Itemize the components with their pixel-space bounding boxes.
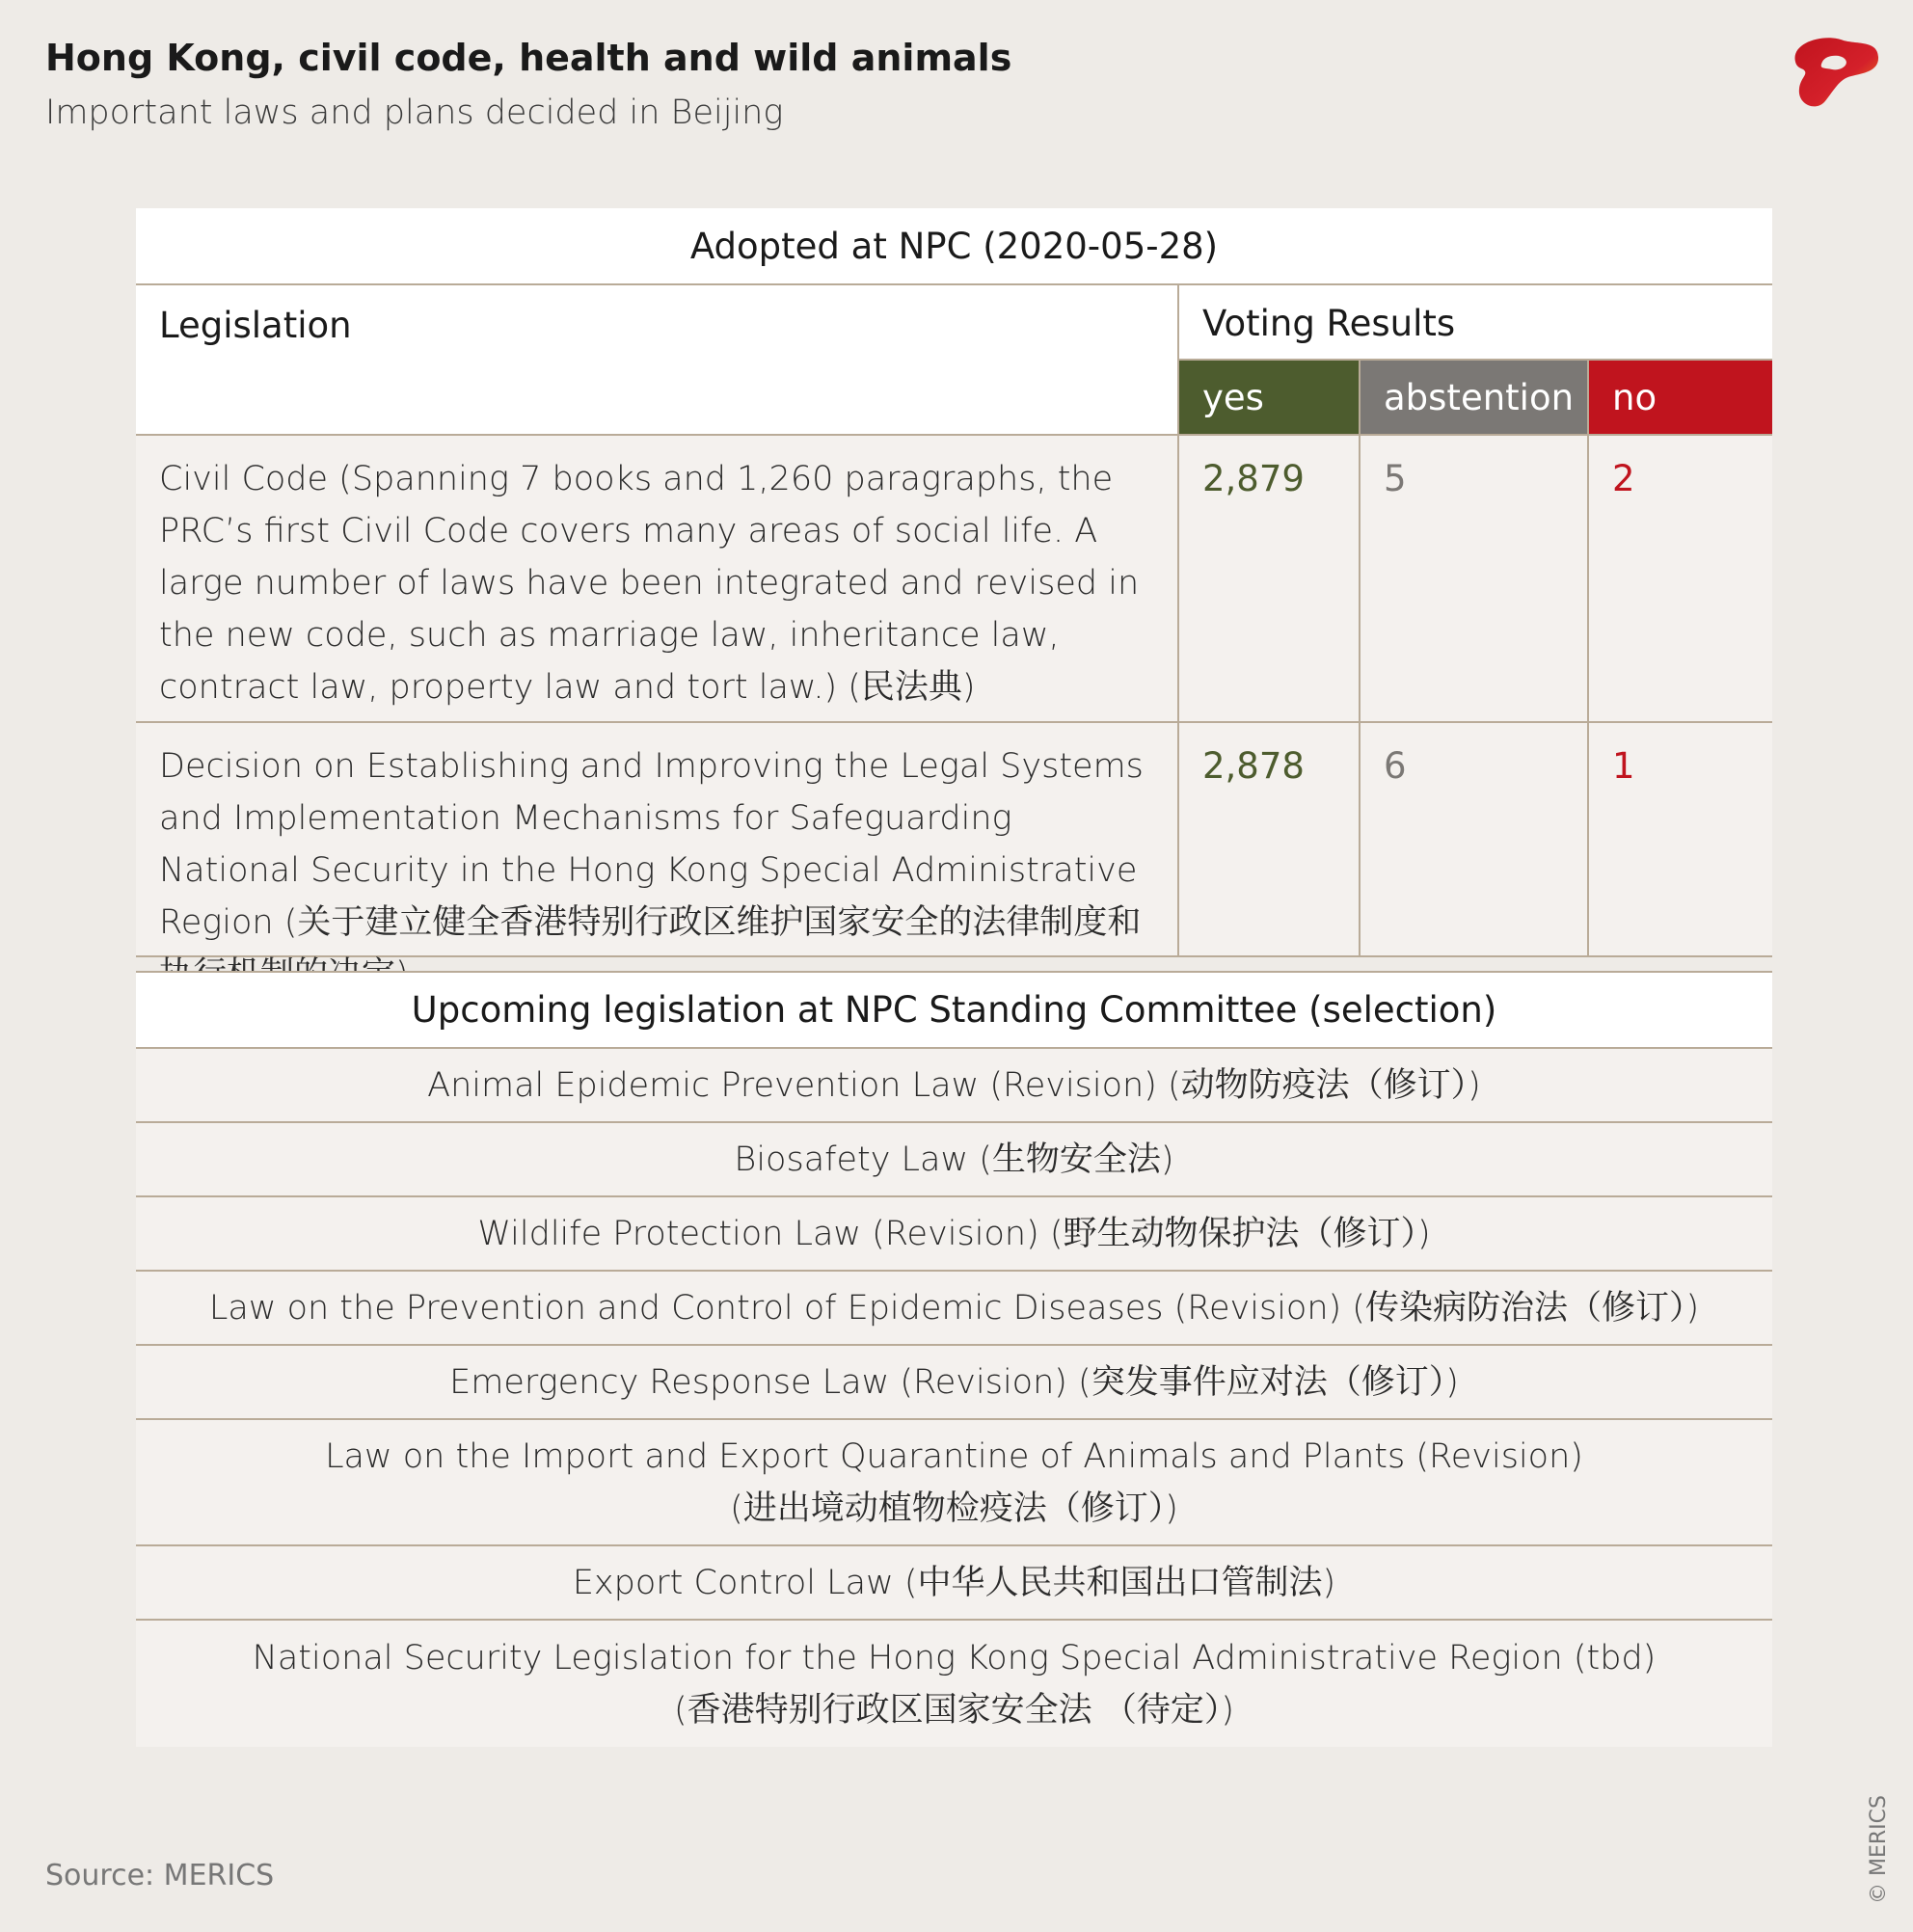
adopted-table bbox=[136, 208, 1772, 957]
yes-header: yes bbox=[1179, 361, 1361, 434]
copyright-note: © MERICS bbox=[1867, 1795, 1891, 1904]
merics-logo-icon bbox=[1786, 33, 1882, 110]
no-count: 2 bbox=[1612, 458, 1635, 499]
page-subtitle: Important laws and plans decided in Beijing bbox=[45, 94, 784, 132]
yes-count: 2,879 bbox=[1179, 436, 1361, 721]
list-item bbox=[136, 1346, 1772, 1420]
yes-count: 2,878 bbox=[1179, 723, 1361, 955]
list-item-text: Wildlife Protection Law (Revision) (野生动物保护法（修订）) bbox=[477, 1214, 1431, 1253]
legislation-cell: Decision on Establishing and Improving the Legal Systems and Implementation Mechanisms for Safeguarding National Security in the Hong Kong Special Administrative Region (关于建立健全香港特别行政区维护国家安全的法律制度和 bbox=[136, 723, 1179, 955]
abstention-count: 6 bbox=[1361, 723, 1589, 955]
table-row bbox=[136, 436, 1772, 723]
list-item bbox=[136, 1621, 1772, 1747]
list-item bbox=[136, 1420, 1772, 1546]
voting-results-header: Voting Results bbox=[1202, 303, 1456, 344]
list-item bbox=[136, 1197, 1772, 1272]
voting-columns bbox=[1179, 359, 1772, 434]
list-item bbox=[136, 1272, 1772, 1346]
no-header: no bbox=[1589, 361, 1772, 434]
page-title: Hong Kong, civil code, health and wild animals bbox=[45, 37, 1012, 79]
list-item-text: Emergency Response Law (Revision) (突发事件应对法（修订）) bbox=[449, 1362, 1459, 1402]
table-row bbox=[136, 723, 1772, 957]
list-item bbox=[136, 1123, 1772, 1197]
abstention-header: abstention bbox=[1361, 361, 1589, 434]
adopted-title: Adopted at NPC (2020-05-28) bbox=[136, 208, 1772, 285]
list-item bbox=[136, 1049, 1772, 1123]
list-item-text: Biosafety Law (生物安全法) bbox=[734, 1140, 1174, 1179]
adopted-header-row bbox=[136, 285, 1772, 436]
upcoming-table bbox=[136, 971, 1772, 1747]
abstention-count: 5 bbox=[1361, 436, 1589, 721]
list-item-text: Animal Epidemic Prevention Law (Revision) (动物防疫法（修订）) bbox=[427, 1065, 1481, 1105]
no-count: 1 bbox=[1612, 745, 1635, 787]
list-item-text: Law on the Prevention and Control of Epidemic Diseases (Revision) (传染病防治法（修订）) bbox=[208, 1288, 1700, 1328]
voting-header bbox=[1179, 285, 1772, 434]
legislation-header: Legislation bbox=[136, 285, 1179, 434]
list-item-text-cn: (进出境动植物检疫法（修订）) bbox=[730, 1489, 1178, 1528]
list-item-text: Law on the Import and Export Quarantine of Animals and Plants (Revision) bbox=[325, 1436, 1583, 1476]
upcoming-title: Upcoming legislation at NPC Standing Committee (selection) bbox=[136, 971, 1772, 1049]
source-note: Source: MERICS bbox=[45, 1859, 275, 1892]
list-item-text: Export Control Law (中华人民共和国出口管制法) bbox=[572, 1563, 1336, 1602]
list-item-text: National Security Legislation for the Hong Kong Special Administrative Region (tbd) bbox=[252, 1638, 1657, 1677]
list-item-text-cn: (香港特别行政区国家安全法 （待定）) bbox=[674, 1690, 1234, 1730]
legislation-cell: Civil Code (Spanning 7 books and 1,260 paragraphs, the PRC’s first Civil Code covers many areas of social life. A large number of laws have been integrated and revised in the new code, such as marriage law, inheritance law, contract law, property law and tort law.) (民法典) bbox=[136, 436, 1179, 721]
list-item bbox=[136, 1546, 1772, 1621]
